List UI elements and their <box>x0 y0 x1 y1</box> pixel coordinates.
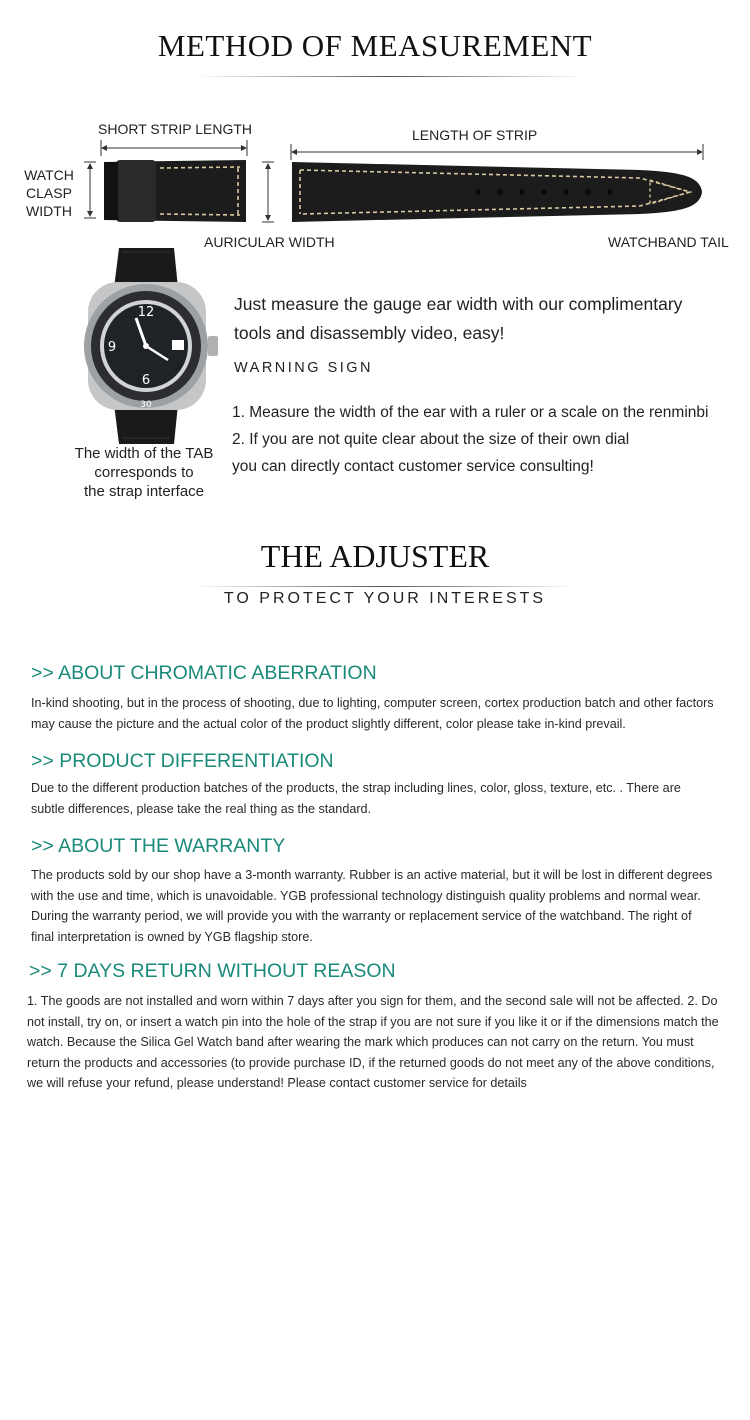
section-line: final interpretation is owned by YGB flagship store. <box>31 929 313 944</box>
section-line: 1. The goods are not installed and worn within 7 days after you sign for them, and the second sale will not be affected. 2. Do <box>27 994 718 1008</box>
step-3: you can directly contact customer service consulting! <box>232 458 594 475</box>
section-text <box>27 991 719 1094</box>
section-line: not install, try on, or insert a watch pin into the hole of the strap if you are not sure if you like it or if the dimensions match the <box>27 1014 719 1029</box>
section-line: return the products and accessories (to provide purchase ID, if the returned goods do not meet any of the above conditions, <box>27 1055 715 1070</box>
short-strap-illustration <box>104 160 246 222</box>
section-line: In-kind shooting, but in the process of shooting, due to lighting, computer screen, cortex production batch and other factors <box>31 696 714 710</box>
caption-line: The width of the TAB <box>74 445 214 462</box>
svg-text:12: 12 <box>137 305 155 320</box>
label-watchband-tail: WATCHBAND TAIL <box>608 234 729 250</box>
section-text <box>31 865 712 947</box>
title-divider <box>195 76 585 77</box>
step-1: 1. Measure the width of the ear with a ruler or a scale on the renminbi <box>232 404 709 421</box>
label-length-of-strip: LENGTH OF STRIP <box>412 127 538 143</box>
svg-text:30: 30 <box>140 400 152 410</box>
label-short-strip-length: SHORT STRIP LENGTH <box>98 121 253 137</box>
intro-line-2: tools and disassembly video, easy! <box>234 323 505 343</box>
adjuster-title: THE ADJUSTER <box>260 538 490 574</box>
intro-line-1: Just measure the gauge ear width with our complimentary <box>234 294 683 314</box>
section-line: subtle differences, please take the real thing as the standard. <box>31 801 372 816</box>
section-heading: >> ABOUT THE WARRANTY <box>31 835 286 857</box>
label-auricular-width: AURICULAR WIDTH <box>204 234 335 250</box>
dimension-arrow-icon <box>262 162 274 222</box>
section-line: During the warranty period, we will provide you with the warranty or replacement service of the watchband. The right of <box>31 909 692 923</box>
svg-text:6: 6 <box>141 373 151 388</box>
dimension-arrow-icon <box>101 140 247 156</box>
step-2: 2. If you are not quite clear about the size of their own dial <box>232 431 630 448</box>
section-heading: >> PRODUCT DIFFERENTIATION <box>31 750 334 772</box>
section-line: Due to the different production batches of the products, the strap including lines, color, gloss, texture, etc. . There are <box>31 781 681 795</box>
section-line: with the use and time, which is unavoidable. YGB professional technology distinguish quality problems and normal wear. <box>31 888 701 903</box>
label-line: WATCH <box>24 167 74 183</box>
measurement-title: METHOD OF MEASUREMENT <box>157 28 593 63</box>
dimension-arrow-icon <box>84 162 96 218</box>
section-heading: >> 7 DAYS RETURN WITHOUT REASON <box>29 960 396 982</box>
long-strap-illustration <box>292 162 702 222</box>
section-line: may cause the picture and the actual color of the product slightly different, color please take in-kind prevail. <box>31 716 626 731</box>
section-heading: >> ABOUT CHROMATIC ABERRATION <box>31 662 377 684</box>
watch-illustration <box>74 248 224 444</box>
caption-line: corresponds to <box>94 464 194 481</box>
adjuster-divider <box>192 586 577 587</box>
warning-sign: WARNING SIGN <box>234 360 374 376</box>
watch-caption <box>60 444 228 501</box>
section-line: The products sold by our shop have a 3-month warranty. Rubber is an active material, but it will be lost in different degrees <box>31 868 713 882</box>
dimension-arrow-icon <box>291 144 703 160</box>
svg-text:9: 9 <box>107 340 117 355</box>
caption-line: the strap interface <box>83 483 205 500</box>
section-text <box>31 693 714 734</box>
label-line: WIDTH <box>26 203 72 219</box>
section-line: we will refuse your refund, please understand! Please contact customer service for details <box>27 1076 527 1090</box>
strap-diagram <box>0 130 750 240</box>
label-line: CLASP <box>26 185 72 201</box>
adjuster-subtitle: TO PROTECT YOUR INTERESTS <box>223 590 547 607</box>
section-line: watch. Because the Silica Gel Watch band after wearing the mark which produces can not carry on the return. You must <box>27 1035 694 1049</box>
section-text <box>31 778 681 819</box>
